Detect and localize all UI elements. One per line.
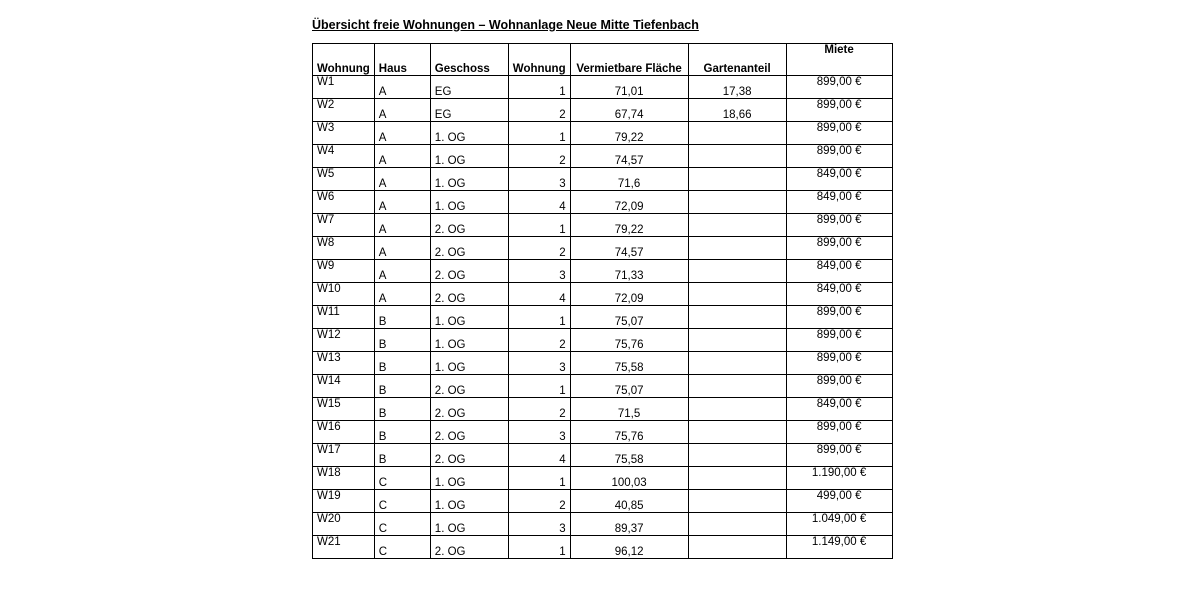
cell-nr: 3: [508, 260, 570, 283]
cell-flaeche: 67,74: [570, 99, 688, 122]
cell-haus: A: [374, 237, 430, 260]
header-geschoss: Geschoss: [430, 44, 508, 76]
cell-geschoss: 2. OG: [430, 398, 508, 421]
cell-miete: 899,00 €: [786, 444, 892, 467]
header-haus: Haus: [374, 44, 430, 76]
cell-wohnung: W21: [313, 536, 375, 559]
cell-flaeche: 75,76: [570, 421, 688, 444]
cell-garten: [688, 145, 786, 168]
cell-miete: 899,00 €: [786, 214, 892, 237]
cell-wohnung: W7: [313, 214, 375, 237]
cell-nr: 3: [508, 168, 570, 191]
cell-flaeche: 100,03: [570, 467, 688, 490]
cell-garten: 17,38: [688, 76, 786, 99]
cell-haus: C: [374, 513, 430, 536]
cell-geschoss: 1. OG: [430, 191, 508, 214]
table-row: [313, 467, 893, 490]
cell-geschoss: 1. OG: [430, 467, 508, 490]
cell-flaeche: 75,76: [570, 329, 688, 352]
cell-wohnung: W4: [313, 145, 375, 168]
cell-haus: A: [374, 191, 430, 214]
table-row: [313, 191, 893, 214]
cell-miete: 849,00 €: [786, 283, 892, 306]
cell-miete: 899,00 €: [786, 237, 892, 260]
cell-nr: 4: [508, 283, 570, 306]
cell-flaeche: 71,01: [570, 76, 688, 99]
cell-geschoss: 2. OG: [430, 237, 508, 260]
cell-nr: 4: [508, 444, 570, 467]
cell-garten: [688, 398, 786, 421]
cell-wohnung: W9: [313, 260, 375, 283]
cell-flaeche: 79,22: [570, 122, 688, 145]
cell-geschoss: EG: [430, 99, 508, 122]
cell-flaeche: 79,22: [570, 214, 688, 237]
cell-geschoss: 2. OG: [430, 444, 508, 467]
cell-wohnung: W19: [313, 490, 375, 513]
cell-geschoss: 1. OG: [430, 513, 508, 536]
cell-wohnung: W1: [313, 76, 375, 99]
cell-nr: 1: [508, 122, 570, 145]
cell-wohnung: W16: [313, 421, 375, 444]
apartments-table: [312, 43, 893, 559]
cell-flaeche: 40,85: [570, 490, 688, 513]
cell-miete: 849,00 €: [786, 191, 892, 214]
cell-wohnung: W20: [313, 513, 375, 536]
table-row: [313, 421, 893, 444]
cell-geschoss: 1. OG: [430, 306, 508, 329]
cell-garten: [688, 237, 786, 260]
cell-garten: [688, 329, 786, 352]
cell-nr: 3: [508, 513, 570, 536]
cell-geschoss: 1. OG: [430, 329, 508, 352]
cell-miete: 899,00 €: [786, 306, 892, 329]
cell-flaeche: 71,6: [570, 168, 688, 191]
cell-garten: [688, 214, 786, 237]
cell-miete: 899,00 €: [786, 421, 892, 444]
cell-flaeche: 74,57: [570, 237, 688, 260]
cell-geschoss: 2. OG: [430, 375, 508, 398]
cell-haus: B: [374, 398, 430, 421]
cell-geschoss: 2. OG: [430, 283, 508, 306]
cell-haus: B: [374, 352, 430, 375]
table-row: [313, 490, 893, 513]
table-row: [313, 237, 893, 260]
cell-miete: 899,00 €: [786, 375, 892, 398]
cell-geschoss: 2. OG: [430, 421, 508, 444]
cell-flaeche: 75,07: [570, 306, 688, 329]
table-body: [313, 76, 893, 559]
cell-haus: A: [374, 99, 430, 122]
header-wohnung: Wohnung: [313, 44, 375, 76]
header-garten: Gartenanteil: [688, 44, 786, 76]
cell-garten: [688, 536, 786, 559]
cell-wohnung: W6: [313, 191, 375, 214]
table-row: [313, 398, 893, 421]
cell-nr: 1: [508, 467, 570, 490]
table-header: [313, 44, 893, 76]
cell-nr: 1: [508, 76, 570, 99]
cell-miete: 899,00 €: [786, 145, 892, 168]
table-row: [313, 99, 893, 122]
cell-haus: A: [374, 260, 430, 283]
cell-geschoss: 1. OG: [430, 168, 508, 191]
cell-nr: 3: [508, 352, 570, 375]
table-row: [313, 145, 893, 168]
table-row: [313, 306, 893, 329]
cell-wohnung: W11: [313, 306, 375, 329]
cell-wohnung: W14: [313, 375, 375, 398]
cell-haus: B: [374, 306, 430, 329]
table-row: [313, 536, 893, 559]
cell-wohnung: W15: [313, 398, 375, 421]
cell-wohnung: W8: [313, 237, 375, 260]
cell-flaeche: 89,37: [570, 513, 688, 536]
cell-wohnung: W17: [313, 444, 375, 467]
cell-geschoss: 2. OG: [430, 260, 508, 283]
cell-geschoss: EG: [430, 76, 508, 99]
cell-miete: 849,00 €: [786, 398, 892, 421]
header-miete: Miete: [786, 44, 892, 76]
cell-garten: [688, 490, 786, 513]
cell-garten: 18,66: [688, 99, 786, 122]
cell-haus: B: [374, 421, 430, 444]
cell-flaeche: 96,12: [570, 536, 688, 559]
cell-garten: [688, 421, 786, 444]
cell-miete: 849,00 €: [786, 168, 892, 191]
cell-miete: 899,00 €: [786, 122, 892, 145]
header-row: [313, 44, 893, 76]
table-row: [313, 168, 893, 191]
cell-wohnung: W3: [313, 122, 375, 145]
table-row: [313, 352, 893, 375]
cell-miete: 899,00 €: [786, 76, 892, 99]
cell-haus: A: [374, 122, 430, 145]
cell-garten: [688, 191, 786, 214]
table-row: [313, 214, 893, 237]
cell-wohnung: W5: [313, 168, 375, 191]
table-row: [313, 375, 893, 398]
cell-nr: 1: [508, 375, 570, 398]
table-row: [313, 76, 893, 99]
cell-nr: 1: [508, 536, 570, 559]
cell-miete: 1.049,00 €: [786, 513, 892, 536]
cell-haus: C: [374, 467, 430, 490]
cell-haus: A: [374, 283, 430, 306]
cell-haus: B: [374, 375, 430, 398]
cell-haus: B: [374, 444, 430, 467]
cell-wohnung: W18: [313, 467, 375, 490]
cell-miete: 499,00 €: [786, 490, 892, 513]
cell-nr: 4: [508, 191, 570, 214]
table-row: [313, 260, 893, 283]
cell-haus: A: [374, 76, 430, 99]
cell-nr: 2: [508, 398, 570, 421]
cell-miete: 899,00 €: [786, 352, 892, 375]
cell-flaeche: 75,58: [570, 444, 688, 467]
cell-haus: A: [374, 145, 430, 168]
cell-flaeche: 75,58: [570, 352, 688, 375]
header-flaeche: Vermietbare Fläche: [570, 44, 688, 76]
cell-nr: 1: [508, 306, 570, 329]
cell-nr: 2: [508, 237, 570, 260]
cell-nr: 3: [508, 421, 570, 444]
cell-flaeche: 71,33: [570, 260, 688, 283]
cell-garten: [688, 168, 786, 191]
cell-flaeche: 75,07: [570, 375, 688, 398]
cell-geschoss: 2. OG: [430, 214, 508, 237]
cell-garten: [688, 467, 786, 490]
cell-haus: C: [374, 490, 430, 513]
cell-garten: [688, 444, 786, 467]
table-row: [313, 444, 893, 467]
cell-haus: A: [374, 214, 430, 237]
cell-haus: C: [374, 536, 430, 559]
table-row: [313, 513, 893, 536]
document-title: Übersicht freie Wohnungen – Wohnanlage Neue Mitte Tiefenbach: [312, 18, 699, 32]
cell-garten: [688, 283, 786, 306]
cell-miete: 1.190,00 €: [786, 467, 892, 490]
cell-wohnung: W2: [313, 99, 375, 122]
cell-miete: 849,00 €: [786, 260, 892, 283]
cell-flaeche: 72,09: [570, 283, 688, 306]
cell-garten: [688, 306, 786, 329]
cell-garten: [688, 375, 786, 398]
cell-flaeche: 71,5: [570, 398, 688, 421]
cell-flaeche: 74,57: [570, 145, 688, 168]
cell-nr: 2: [508, 145, 570, 168]
cell-wohnung: W13: [313, 352, 375, 375]
cell-geschoss: 1. OG: [430, 122, 508, 145]
cell-haus: A: [374, 168, 430, 191]
cell-garten: [688, 352, 786, 375]
cell-haus: B: [374, 329, 430, 352]
table-row: [313, 283, 893, 306]
cell-miete: 1.149,00 €: [786, 536, 892, 559]
table-row: [313, 329, 893, 352]
cell-geschoss: 1. OG: [430, 490, 508, 513]
cell-nr: 1: [508, 214, 570, 237]
table-row: [313, 122, 893, 145]
cell-geschoss: 1. OG: [430, 352, 508, 375]
cell-garten: [688, 122, 786, 145]
cell-garten: [688, 513, 786, 536]
cell-geschoss: 1. OG: [430, 145, 508, 168]
cell-garten: [688, 260, 786, 283]
cell-geschoss: 2. OG: [430, 536, 508, 559]
cell-miete: 899,00 €: [786, 99, 892, 122]
cell-flaeche: 72,09: [570, 191, 688, 214]
cell-nr: 2: [508, 490, 570, 513]
cell-wohnung: W12: [313, 329, 375, 352]
cell-miete: 899,00 €: [786, 329, 892, 352]
header-nr: Wohnung: [508, 44, 570, 76]
cell-wohnung: W10: [313, 283, 375, 306]
cell-nr: 2: [508, 99, 570, 122]
cell-nr: 2: [508, 329, 570, 352]
